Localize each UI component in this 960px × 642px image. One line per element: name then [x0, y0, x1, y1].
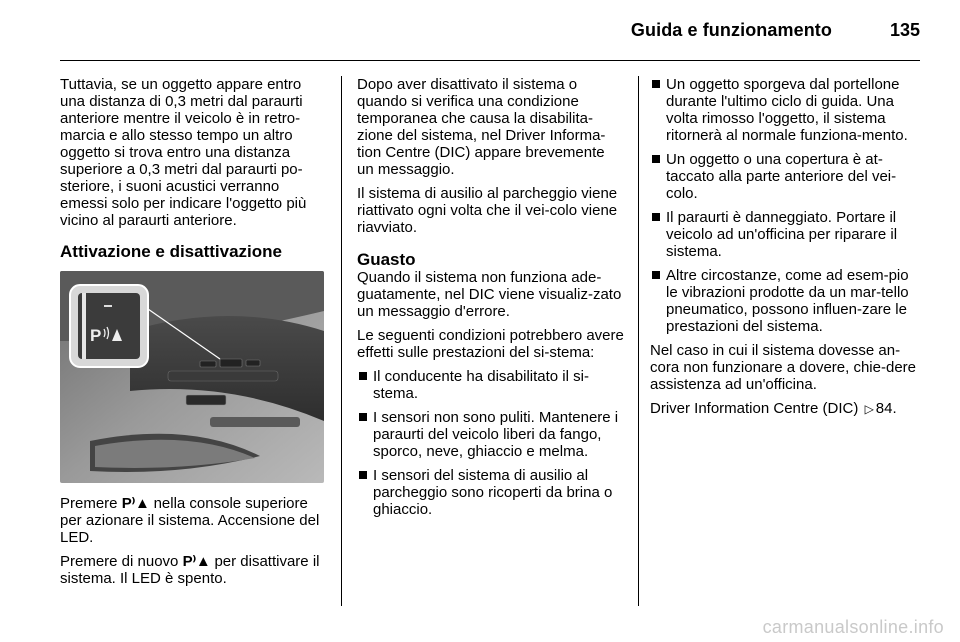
list-item-text: I sensori non sono puliti. Mantenere i paraurti del veicolo liberi da fango, sporco, neve, ghiaccio e melma. [373, 409, 619, 460]
section-heading: Guasto [357, 250, 416, 269]
list-item [650, 151, 922, 202]
paragraph: Le seguenti condizioni potrebbero avere effetti sulle prestazioni del si-stema: [357, 327, 624, 361]
page-number: 135 [889, 20, 920, 40]
bullet-icon [652, 80, 660, 88]
svg-text:P: P [90, 326, 102, 345]
list-item-text: Altre circostanze, come ad esem-pio le vibrazioni prodotte da un mar-tello pneumatico, possono influen-zare le prestazioni del sistema. [666, 267, 909, 335]
bullet-icon [359, 372, 367, 380]
list-item [357, 368, 625, 402]
paragraph: Il sistema di ausilio al parcheggio viene riattivato ogni volta che il vei-colo viene riavviato. [357, 185, 618, 236]
bullet-icon [652, 155, 660, 163]
bullet-icon [359, 471, 367, 479]
text-fragment: Premere [60, 495, 118, 512]
list-item-text: Un oggetto sporgeva dal portellone durante l'ultimo ciclo di guida. Una volta rimosso l'oggetto, il sistema ritornerà al normale funziona-mento. [666, 76, 908, 144]
overhead-console-photo [60, 271, 324, 483]
text-fragment: Premere di nuovo [60, 553, 179, 570]
paragraph: Nel caso in cui il sistema dovesse an-cora non funzionare a dovere, chie-dere assistenza ad un'officina. [650, 342, 917, 393]
reference-arrow-icon: ▷ [864, 402, 874, 416]
paragraph: Quando il sistema non funziona ade-guatamente, nel DIC viene visualiz-zato un messaggio d'errore. [357, 269, 622, 320]
bullet-icon [359, 413, 367, 421]
list-item-text: I sensori del sistema di ausilio al parcheggio sono ricoperti da brina o ghiaccio. [373, 467, 613, 518]
list-item [650, 209, 922, 260]
list-item-text: Un oggetto o una copertura è at-taccato alla parte anteriore del vei-colo. [666, 151, 897, 202]
list-item-text: Il conducente ha disabilitato il si-stema. [373, 368, 589, 402]
bullet-icon [652, 213, 660, 221]
page-header [0, 0, 960, 60]
reference-page: 84. [875, 400, 897, 417]
paragraph [60, 553, 328, 587]
section-heading: Attivazione e disattivazione [60, 242, 282, 261]
column-2 [357, 76, 625, 525]
text-fragment: per disattivare il sistema. Il LED è spento. [60, 553, 320, 587]
column-divider-1 [341, 76, 342, 606]
column-3 [650, 76, 922, 425]
paragraph: Dopo aver disattivato il sistema o quando si verifica una condizione temporanea che causa la disabilita-zione del sistema, nel Driver Informa-tion Centre (DIC) appare brevemente un messaggio. [357, 76, 606, 178]
paragraph [60, 495, 328, 546]
list-item [650, 267, 922, 335]
parking-assist-icon: P⁾▲ [121, 495, 150, 512]
text-fragment: nella console superiore per azionare il sistema. Accensione del LED. [60, 495, 320, 546]
paragraph: Tuttavia, se un oggetto appare entro una distanza di 0,3 metri dal paraurti anteriore mentre il veicolo è in retro-marcia e allo stesso tempo un altro oggetto si trova entro una distanza superiore a 0,3 metri dal paraurti po-steriore, i suoni acustici verranno emessi solo per indicare l'oggetto più vicino al paraurti anteriore. [60, 76, 307, 229]
list-item [357, 467, 625, 518]
list-item [650, 76, 922, 144]
bullet-icon [652, 271, 660, 279]
list-item [357, 409, 625, 460]
header-rule [60, 60, 920, 61]
header-title: Guida e funzionamento [630, 20, 832, 40]
reference-text: Driver Information Centre (DIC) [650, 400, 859, 417]
column-1 [60, 76, 328, 594]
list-item-text: Il paraurti è danneggiato. Portare il veicolo ad un'officina per riparare il sistema. [666, 209, 898, 260]
parking-assist-icon: P⁾▲ [182, 553, 211, 570]
column-divider-2 [638, 76, 639, 606]
cross-reference[interactable] [650, 400, 922, 418]
bullet-list [357, 368, 625, 518]
watermark: carmanualsonline.info [762, 617, 944, 637]
bullet-list [650, 76, 922, 335]
